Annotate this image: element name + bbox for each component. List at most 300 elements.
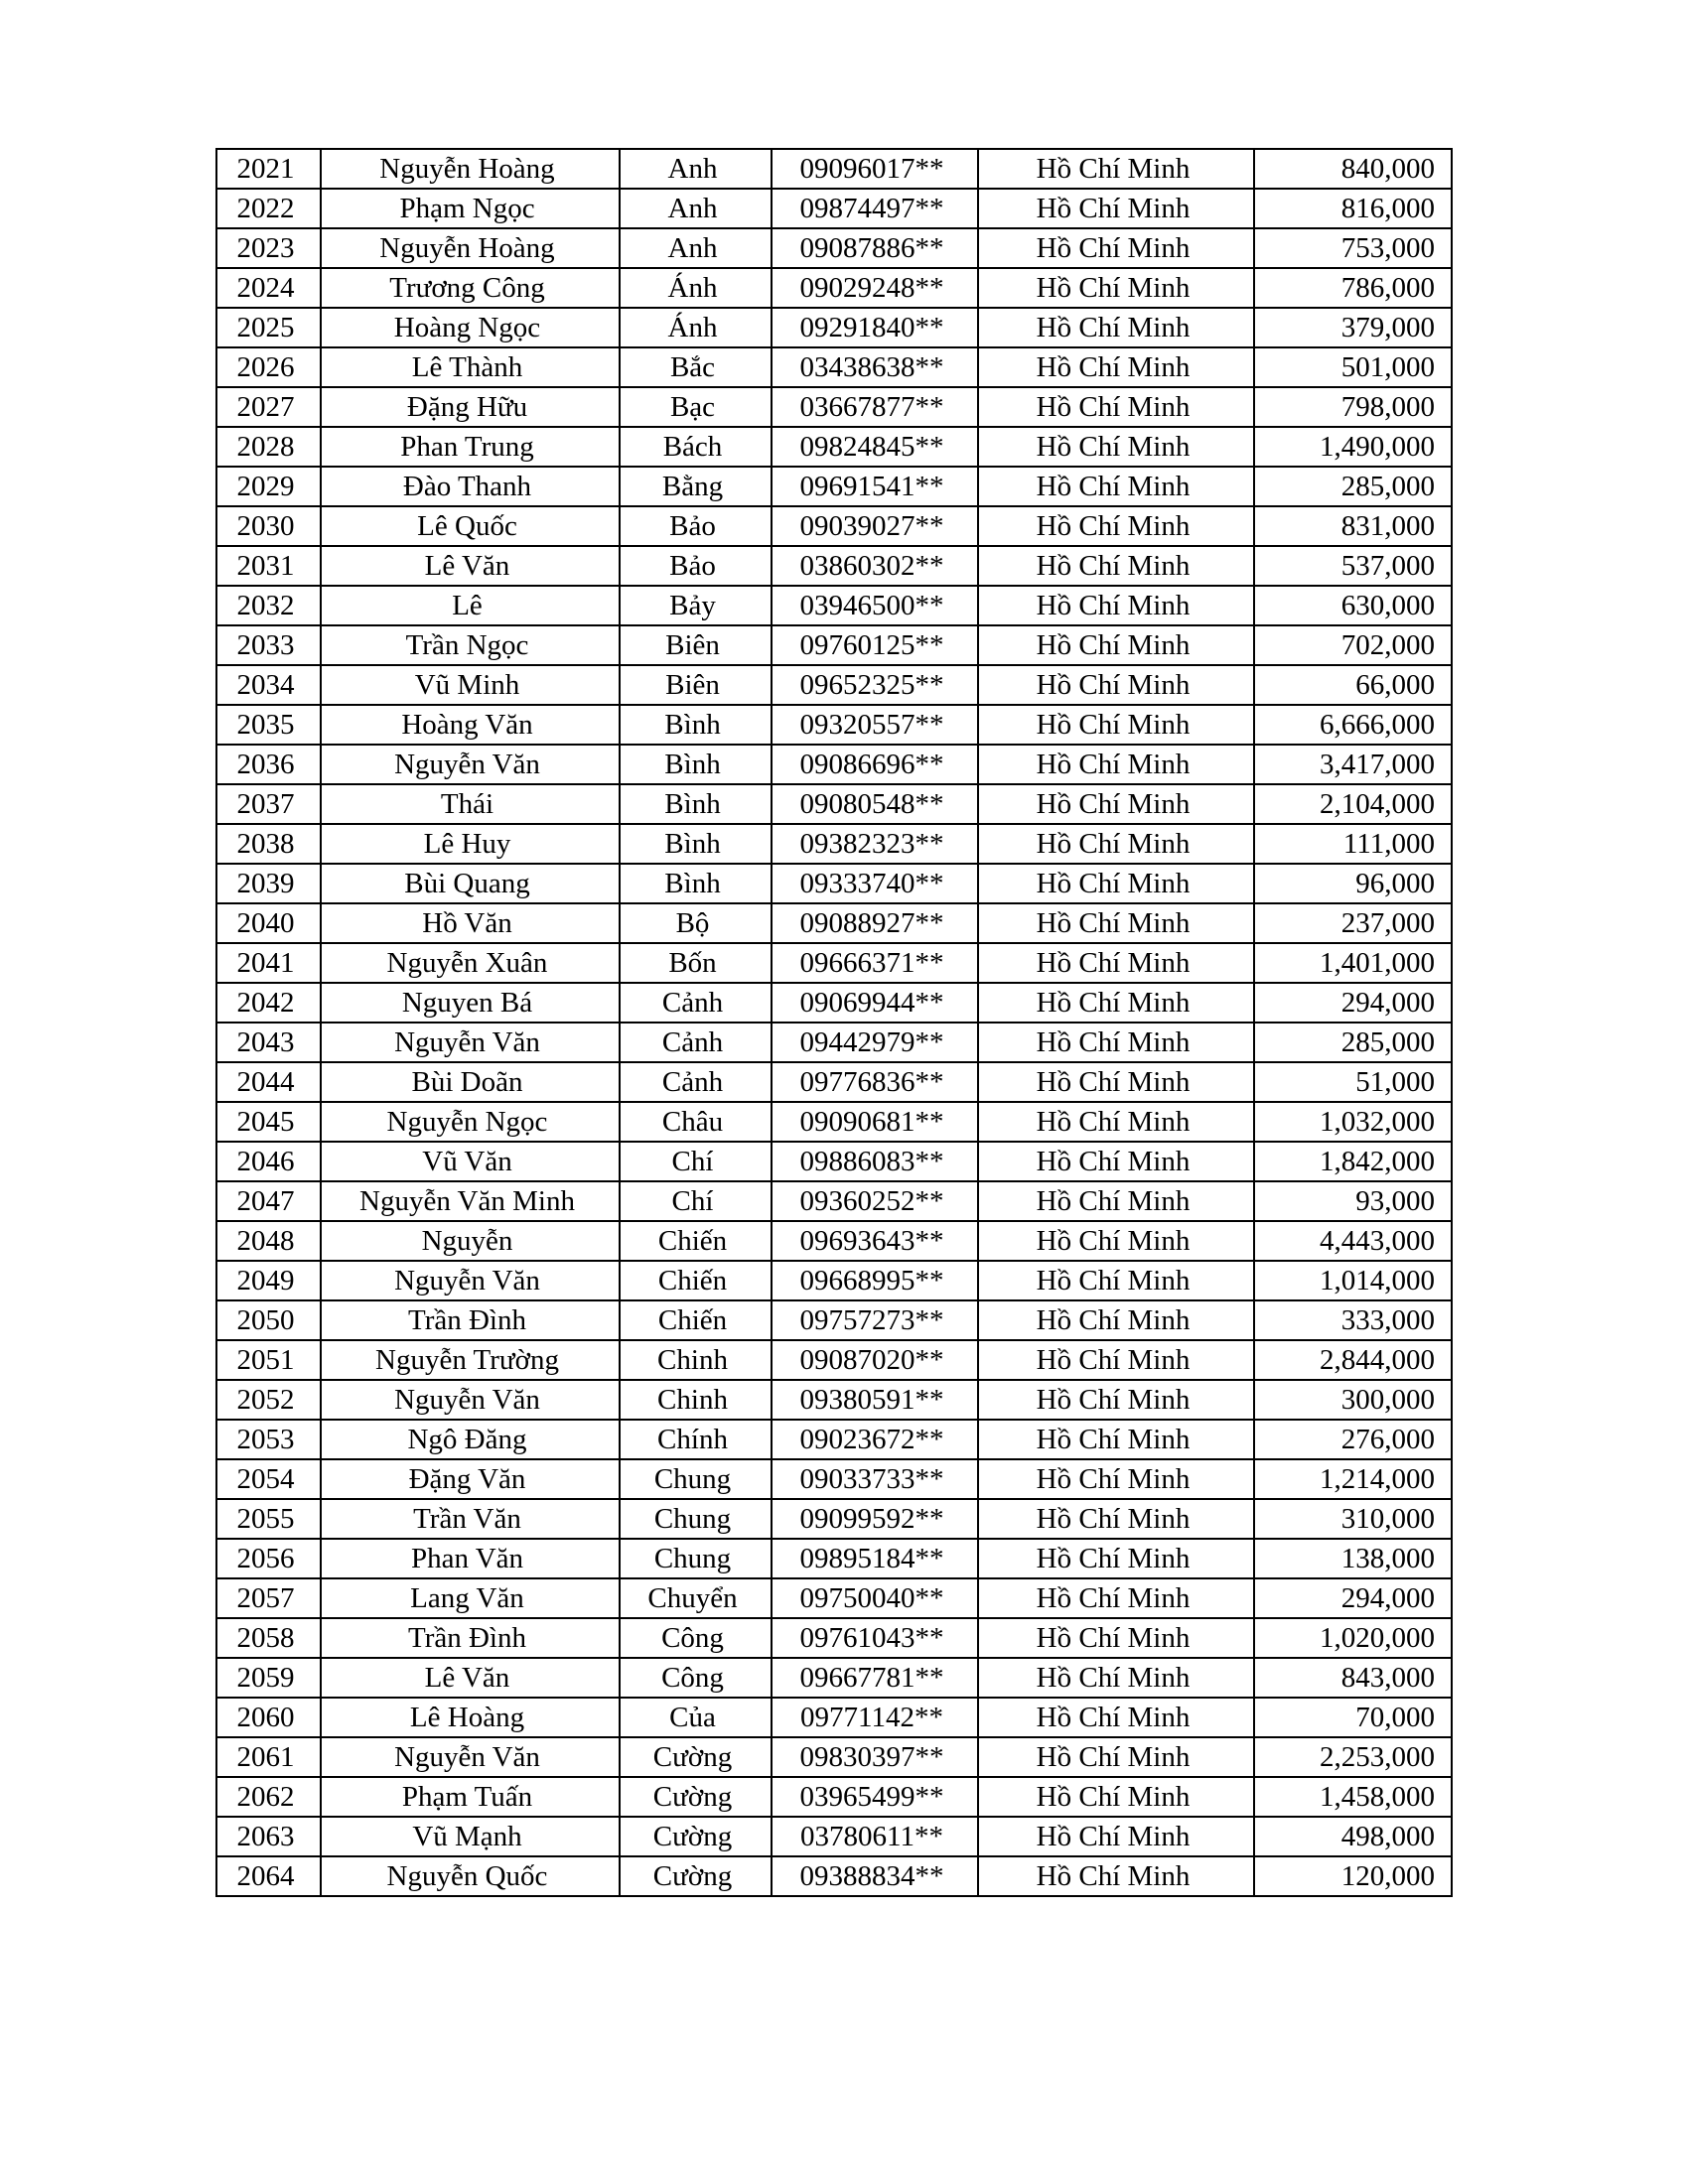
amount-cell: 786,000 <box>1254 268 1452 308</box>
phone-cell: 09666371** <box>772 943 978 983</box>
table-row <box>216 268 1452 308</box>
amount-cell: 111,000 <box>1254 824 1452 864</box>
city-cell: Hồ Chí Minh <box>978 189 1254 228</box>
amount-cell: 1,020,000 <box>1254 1618 1452 1658</box>
donor-table-body <box>216 149 1452 1896</box>
amount-cell: 51,000 <box>1254 1062 1452 1102</box>
table-row <box>216 586 1452 625</box>
given-name-cell: Cảnh <box>620 983 772 1023</box>
phone-cell: 09087886** <box>772 228 978 268</box>
table-row <box>216 467 1452 506</box>
phone-cell: 09360252** <box>772 1181 978 1221</box>
phone-cell: 09761043** <box>772 1618 978 1658</box>
city-cell: Hồ Chí Minh <box>978 1380 1254 1420</box>
row-number-cell: 2045 <box>216 1102 321 1142</box>
surname-cell: Vũ Mạnh <box>321 1817 620 1856</box>
phone-cell: 03667877** <box>772 387 978 427</box>
city-cell: Hồ Chí Minh <box>978 1459 1254 1499</box>
table-row <box>216 665 1452 705</box>
phone-cell: 09824845** <box>772 427 978 467</box>
surname-cell: Vũ Văn <box>321 1142 620 1181</box>
amount-cell: 1,401,000 <box>1254 943 1452 983</box>
row-number-cell: 2054 <box>216 1459 321 1499</box>
phone-cell: 03946500** <box>772 586 978 625</box>
surname-cell: Nguyễn Hoàng <box>321 228 620 268</box>
phone-cell: 09099592** <box>772 1499 978 1539</box>
table-row <box>216 983 1452 1023</box>
given-name-cell: Bảo <box>620 546 772 586</box>
table-row <box>216 1181 1452 1221</box>
given-name-cell: Chiến <box>620 1221 772 1261</box>
phone-cell: 09668995** <box>772 1261 978 1300</box>
city-cell: Hồ Chí Minh <box>978 625 1254 665</box>
surname-cell: Lê Văn <box>321 1658 620 1698</box>
given-name-cell: Chí <box>620 1142 772 1181</box>
table-row <box>216 1658 1452 1698</box>
city-cell: Hồ Chí Minh <box>978 745 1254 784</box>
city-cell: Hồ Chí Minh <box>978 824 1254 864</box>
city-cell: Hồ Chí Minh <box>978 467 1254 506</box>
phone-cell: 09291840** <box>772 308 978 347</box>
city-cell: Hồ Chí Minh <box>978 1817 1254 1856</box>
row-number-cell: 2048 <box>216 1221 321 1261</box>
table-row <box>216 943 1452 983</box>
surname-cell: Nguyễn Văn <box>321 745 620 784</box>
surname-cell: Nguyễn Trường <box>321 1340 620 1380</box>
row-number-cell: 2036 <box>216 745 321 784</box>
city-cell: Hồ Chí Minh <box>978 506 1254 546</box>
given-name-cell: Bình <box>620 784 772 824</box>
phone-cell: 09771142** <box>772 1698 978 1737</box>
city-cell: Hồ Chí Minh <box>978 864 1254 903</box>
row-number-cell: 2035 <box>216 705 321 745</box>
row-number-cell: 2030 <box>216 506 321 546</box>
surname-cell: Nguyễn Văn <box>321 1261 620 1300</box>
phone-cell: 09033733** <box>772 1459 978 1499</box>
city-cell: Hồ Chí Minh <box>978 1300 1254 1340</box>
row-number-cell: 2041 <box>216 943 321 983</box>
city-cell: Hồ Chí Minh <box>978 228 1254 268</box>
amount-cell: 93,000 <box>1254 1181 1452 1221</box>
city-cell: Hồ Chí Minh <box>978 784 1254 824</box>
city-cell: Hồ Chí Minh <box>978 1181 1254 1221</box>
row-number-cell: 2057 <box>216 1578 321 1618</box>
surname-cell: Lê <box>321 586 620 625</box>
amount-cell: 96,000 <box>1254 864 1452 903</box>
row-number-cell: 2029 <box>216 467 321 506</box>
amount-cell: 831,000 <box>1254 506 1452 546</box>
amount-cell: 1,458,000 <box>1254 1777 1452 1817</box>
surname-cell: Đào Thanh <box>321 467 620 506</box>
table-row <box>216 347 1452 387</box>
row-number-cell: 2022 <box>216 189 321 228</box>
phone-cell: 09388834** <box>772 1856 978 1896</box>
given-name-cell: Cường <box>620 1737 772 1777</box>
table-row <box>216 1340 1452 1380</box>
city-cell: Hồ Chí Minh <box>978 943 1254 983</box>
amount-cell: 1,842,000 <box>1254 1142 1452 1181</box>
amount-cell: 537,000 <box>1254 546 1452 586</box>
city-cell: Hồ Chí Minh <box>978 1420 1254 1459</box>
phone-cell: 09080548** <box>772 784 978 824</box>
given-name-cell: Của <box>620 1698 772 1737</box>
amount-cell: 1,214,000 <box>1254 1459 1452 1499</box>
row-number-cell: 2062 <box>216 1777 321 1817</box>
amount-cell: 3,417,000 <box>1254 745 1452 784</box>
given-name-cell: Chuyển <box>620 1578 772 1618</box>
phone-cell: 09895184** <box>772 1539 978 1578</box>
table-row <box>216 427 1452 467</box>
row-number-cell: 2026 <box>216 347 321 387</box>
phone-cell: 09830397** <box>772 1737 978 1777</box>
row-number-cell: 2049 <box>216 1261 321 1300</box>
surname-cell: Phan Trung <box>321 427 620 467</box>
given-name-cell: Công <box>620 1618 772 1658</box>
row-number-cell: 2044 <box>216 1062 321 1102</box>
row-number-cell: 2042 <box>216 983 321 1023</box>
surname-cell: Thái <box>321 784 620 824</box>
table-row <box>216 1023 1452 1062</box>
given-name-cell: Bình <box>620 864 772 903</box>
row-number-cell: 2055 <box>216 1499 321 1539</box>
amount-cell: 138,000 <box>1254 1539 1452 1578</box>
city-cell: Hồ Chí Minh <box>978 1221 1254 1261</box>
amount-cell: 1,014,000 <box>1254 1261 1452 1300</box>
amount-cell: 630,000 <box>1254 586 1452 625</box>
row-number-cell: 2034 <box>216 665 321 705</box>
surname-cell: Nguyễn <box>321 1221 620 1261</box>
given-name-cell: Cường <box>620 1777 772 1817</box>
amount-cell: 237,000 <box>1254 903 1452 943</box>
surname-cell: Hoàng Ngọc <box>321 308 620 347</box>
table-row <box>216 387 1452 427</box>
surname-cell: Bùi Doãn <box>321 1062 620 1102</box>
phone-cell: 09442979** <box>772 1023 978 1062</box>
row-number-cell: 2063 <box>216 1817 321 1856</box>
phone-cell: 09382323** <box>772 824 978 864</box>
table-row <box>216 1618 1452 1658</box>
phone-cell: 09096017** <box>772 149 978 189</box>
table-row <box>216 1856 1452 1896</box>
table-row <box>216 1380 1452 1420</box>
given-name-cell: Anh <box>620 149 772 189</box>
city-cell: Hồ Chí Minh <box>978 705 1254 745</box>
amount-cell: 753,000 <box>1254 228 1452 268</box>
given-name-cell: Chinh <box>620 1340 772 1380</box>
surname-cell: Trần Văn <box>321 1499 620 1539</box>
surname-cell: Nguyễn Xuân <box>321 943 620 983</box>
phone-cell: 09886083** <box>772 1142 978 1181</box>
table-row <box>216 1102 1452 1142</box>
city-cell: Hồ Chí Minh <box>978 308 1254 347</box>
amount-cell: 66,000 <box>1254 665 1452 705</box>
amount-cell: 1,032,000 <box>1254 1102 1452 1142</box>
amount-cell: 70,000 <box>1254 1698 1452 1737</box>
given-name-cell: Châu <box>620 1102 772 1142</box>
amount-cell: 501,000 <box>1254 347 1452 387</box>
amount-cell: 840,000 <box>1254 149 1452 189</box>
table-row <box>216 228 1452 268</box>
given-name-cell: Chí <box>620 1181 772 1221</box>
amount-cell: 294,000 <box>1254 983 1452 1023</box>
phone-cell: 09874497** <box>772 189 978 228</box>
city-cell: Hồ Chí Minh <box>978 268 1254 308</box>
surname-cell: Lê Văn <box>321 546 620 586</box>
surname-cell: Nguyễn Ngọc <box>321 1102 620 1142</box>
table-row <box>216 149 1452 189</box>
table-row <box>216 705 1452 745</box>
table-row <box>216 1420 1452 1459</box>
row-number-cell: 2060 <box>216 1698 321 1737</box>
city-cell: Hồ Chí Minh <box>978 1142 1254 1181</box>
amount-cell: 120,000 <box>1254 1856 1452 1896</box>
row-number-cell: 2046 <box>216 1142 321 1181</box>
phone-cell: 09088927** <box>772 903 978 943</box>
phone-cell: 03438638** <box>772 347 978 387</box>
given-name-cell: Chính <box>620 1420 772 1459</box>
surname-cell: Phạm Ngọc <box>321 189 620 228</box>
given-name-cell: Bắc <box>620 347 772 387</box>
amount-cell: 294,000 <box>1254 1578 1452 1618</box>
table-row <box>216 1698 1452 1737</box>
surname-cell: Lang Văn <box>321 1578 620 1618</box>
given-name-cell: Chung <box>620 1499 772 1539</box>
city-cell: Hồ Chí Minh <box>978 1698 1254 1737</box>
table-row <box>216 745 1452 784</box>
table-row <box>216 824 1452 864</box>
row-number-cell: 2064 <box>216 1856 321 1896</box>
city-cell: Hồ Chí Minh <box>978 1777 1254 1817</box>
table-row <box>216 1817 1452 1856</box>
table-row <box>216 784 1452 824</box>
surname-cell: Trần Ngọc <box>321 625 620 665</box>
city-cell: Hồ Chí Minh <box>978 1102 1254 1142</box>
phone-cell: 03860302** <box>772 546 978 586</box>
city-cell: Hồ Chí Minh <box>978 586 1254 625</box>
given-name-cell: Cảnh <box>620 1023 772 1062</box>
city-cell: Hồ Chí Minh <box>978 983 1254 1023</box>
surname-cell: Nguyễn Văn <box>321 1737 620 1777</box>
given-name-cell: Chung <box>620 1539 772 1578</box>
table-row <box>216 506 1452 546</box>
surname-cell: Đặng Hữu <box>321 387 620 427</box>
amount-cell: 333,000 <box>1254 1300 1452 1340</box>
amount-cell: 285,000 <box>1254 1023 1452 1062</box>
phone-cell: 09380591** <box>772 1380 978 1420</box>
row-number-cell: 2024 <box>216 268 321 308</box>
amount-cell: 498,000 <box>1254 1817 1452 1856</box>
surname-cell: Nguyen Bá <box>321 983 620 1023</box>
surname-cell: Nguyễn Quốc <box>321 1856 620 1896</box>
phone-cell: 09667781** <box>772 1658 978 1698</box>
city-cell: Hồ Chí Minh <box>978 1856 1254 1896</box>
given-name-cell: Bằng <box>620 467 772 506</box>
city-cell: Hồ Chí Minh <box>978 1737 1254 1777</box>
city-cell: Hồ Chí Minh <box>978 1578 1254 1618</box>
table-row <box>216 1777 1452 1817</box>
table-row <box>216 1261 1452 1300</box>
table-row <box>216 864 1452 903</box>
city-cell: Hồ Chí Minh <box>978 149 1254 189</box>
city-cell: Hồ Chí Minh <box>978 1618 1254 1658</box>
phone-cell: 09750040** <box>772 1578 978 1618</box>
row-number-cell: 2038 <box>216 824 321 864</box>
table-row <box>216 1737 1452 1777</box>
city-cell: Hồ Chí Minh <box>978 1340 1254 1380</box>
city-cell: Hồ Chí Minh <box>978 665 1254 705</box>
amount-cell: 276,000 <box>1254 1420 1452 1459</box>
table-row <box>216 625 1452 665</box>
phone-cell: 09069944** <box>772 983 978 1023</box>
surname-cell: Bùi Quang <box>321 864 620 903</box>
surname-cell: Trần Đình <box>321 1618 620 1658</box>
amount-cell: 310,000 <box>1254 1499 1452 1539</box>
row-number-cell: 2047 <box>216 1181 321 1221</box>
row-number-cell: 2039 <box>216 864 321 903</box>
phone-cell: 09691541** <box>772 467 978 506</box>
row-number-cell: 2033 <box>216 625 321 665</box>
given-name-cell: Ánh <box>620 308 772 347</box>
amount-cell: 4,443,000 <box>1254 1221 1452 1261</box>
given-name-cell: Bách <box>620 427 772 467</box>
surname-cell: Lê Quốc <box>321 506 620 546</box>
given-name-cell: Ánh <box>620 268 772 308</box>
phone-cell: 09757273** <box>772 1300 978 1340</box>
given-name-cell: Bảy <box>620 586 772 625</box>
table-row <box>216 1300 1452 1340</box>
amount-cell: 6,666,000 <box>1254 705 1452 745</box>
phone-cell: 09087020** <box>772 1340 978 1380</box>
row-number-cell: 2053 <box>216 1420 321 1459</box>
given-name-cell: Chiến <box>620 1300 772 1340</box>
row-number-cell: 2025 <box>216 308 321 347</box>
phone-cell: 09029248** <box>772 268 978 308</box>
city-cell: Hồ Chí Minh <box>978 1499 1254 1539</box>
phone-cell: 09760125** <box>772 625 978 665</box>
phone-cell: 09086696** <box>772 745 978 784</box>
table-row <box>216 308 1452 347</box>
given-name-cell: Bình <box>620 745 772 784</box>
row-number-cell: 2021 <box>216 149 321 189</box>
phone-cell: 03965499** <box>772 1777 978 1817</box>
row-number-cell: 2056 <box>216 1539 321 1578</box>
row-number-cell: 2028 <box>216 427 321 467</box>
city-cell: Hồ Chí Minh <box>978 1539 1254 1578</box>
table-row <box>216 1578 1452 1618</box>
phone-cell: 09776836** <box>772 1062 978 1102</box>
row-number-cell: 2023 <box>216 228 321 268</box>
surname-cell: Nguyễn Văn <box>321 1023 620 1062</box>
given-name-cell: Bốn <box>620 943 772 983</box>
table-row <box>216 546 1452 586</box>
amount-cell: 702,000 <box>1254 625 1452 665</box>
surname-cell: Nguyễn Hoàng <box>321 149 620 189</box>
surname-cell: Vũ Minh <box>321 665 620 705</box>
row-number-cell: 2043 <box>216 1023 321 1062</box>
table-row <box>216 189 1452 228</box>
table-row <box>216 1221 1452 1261</box>
given-name-cell: Anh <box>620 228 772 268</box>
given-name-cell: Bộ <box>620 903 772 943</box>
surname-cell: Phan Văn <box>321 1539 620 1578</box>
amount-cell: 2,253,000 <box>1254 1737 1452 1777</box>
given-name-cell: Cường <box>620 1856 772 1896</box>
row-number-cell: 2037 <box>216 784 321 824</box>
amount-cell: 1,490,000 <box>1254 427 1452 467</box>
surname-cell: Hoàng Văn <box>321 705 620 745</box>
surname-cell: Đặng Văn <box>321 1459 620 1499</box>
phone-cell: 09023672** <box>772 1420 978 1459</box>
row-number-cell: 2040 <box>216 903 321 943</box>
surname-cell: Nguyễn Văn Minh <box>321 1181 620 1221</box>
phone-cell: 09090681** <box>772 1102 978 1142</box>
given-name-cell: Bình <box>620 705 772 745</box>
given-name-cell: Bảo <box>620 506 772 546</box>
surname-cell: Phạm Tuấn <box>321 1777 620 1817</box>
given-name-cell: Chung <box>620 1459 772 1499</box>
table-row <box>216 1142 1452 1181</box>
given-name-cell: Bình <box>620 824 772 864</box>
surname-cell: Trương Công <box>321 268 620 308</box>
phone-cell: 09333740** <box>772 864 978 903</box>
given-name-cell: Công <box>620 1658 772 1698</box>
phone-cell: 09652325** <box>772 665 978 705</box>
city-cell: Hồ Chí Minh <box>978 347 1254 387</box>
given-name-cell: Anh <box>620 189 772 228</box>
amount-cell: 816,000 <box>1254 189 1452 228</box>
row-number-cell: 2032 <box>216 586 321 625</box>
city-cell: Hồ Chí Minh <box>978 546 1254 586</box>
row-number-cell: 2061 <box>216 1737 321 1777</box>
row-number-cell: 2050 <box>216 1300 321 1340</box>
row-number-cell: 2059 <box>216 1658 321 1698</box>
surname-cell: Ngô Đăng <box>321 1420 620 1459</box>
phone-cell: 09693643** <box>772 1221 978 1261</box>
phone-cell: 09039027** <box>772 506 978 546</box>
amount-cell: 2,844,000 <box>1254 1340 1452 1380</box>
table-row <box>216 1459 1452 1499</box>
given-name-cell: Biên <box>620 665 772 705</box>
table-row <box>216 1539 1452 1578</box>
amount-cell: 379,000 <box>1254 308 1452 347</box>
phone-cell: 09320557** <box>772 705 978 745</box>
amount-cell: 2,104,000 <box>1254 784 1452 824</box>
phone-cell: 03780611** <box>772 1817 978 1856</box>
surname-cell: Lê Thành <box>321 347 620 387</box>
table-row <box>216 1499 1452 1539</box>
given-name-cell: Cảnh <box>620 1062 772 1102</box>
city-cell: Hồ Chí Minh <box>978 1062 1254 1102</box>
amount-cell: 843,000 <box>1254 1658 1452 1698</box>
surname-cell: Hồ Văn <box>321 903 620 943</box>
row-number-cell: 2051 <box>216 1340 321 1380</box>
city-cell: Hồ Chí Minh <box>978 387 1254 427</box>
surname-cell: Lê Hoàng <box>321 1698 620 1737</box>
given-name-cell: Biên <box>620 625 772 665</box>
given-name-cell: Chiến <box>620 1261 772 1300</box>
given-name-cell: Chinh <box>620 1380 772 1420</box>
given-name-cell: Cường <box>620 1817 772 1856</box>
amount-cell: 798,000 <box>1254 387 1452 427</box>
city-cell: Hồ Chí Minh <box>978 1023 1254 1062</box>
row-number-cell: 2031 <box>216 546 321 586</box>
city-cell: Hồ Chí Minh <box>978 903 1254 943</box>
city-cell: Hồ Chí Minh <box>978 427 1254 467</box>
surname-cell: Nguyễn Văn <box>321 1380 620 1420</box>
surname-cell: Lê Huy <box>321 824 620 864</box>
city-cell: Hồ Chí Minh <box>978 1658 1254 1698</box>
row-number-cell: 2052 <box>216 1380 321 1420</box>
